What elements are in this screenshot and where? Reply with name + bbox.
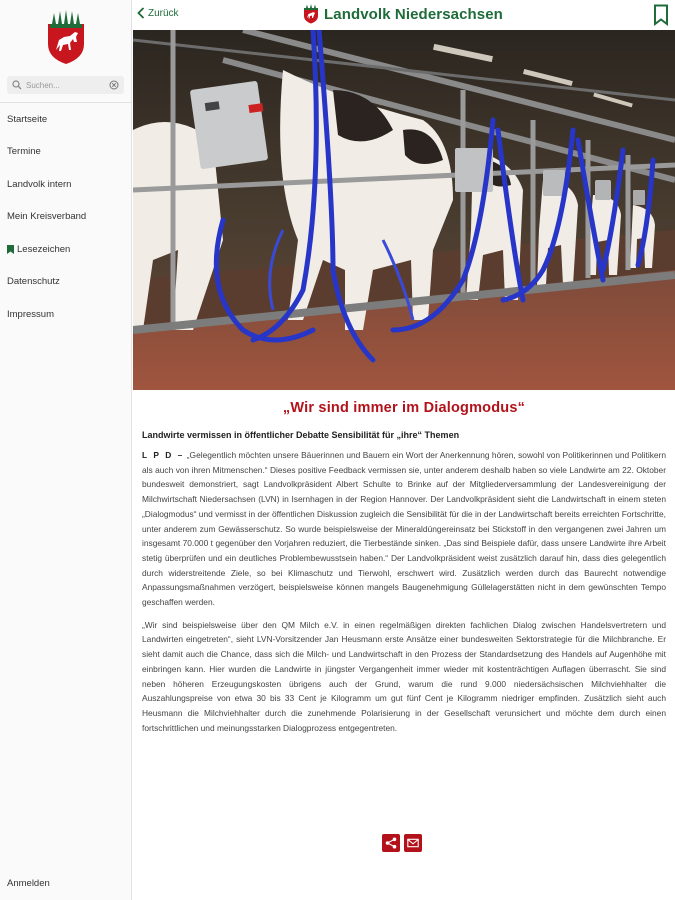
sidebar-item-label: Lesezeichen [17, 243, 71, 255]
clear-circle-icon[interactable] [109, 80, 119, 90]
back-label: Zurück [148, 7, 179, 19]
brand [303, 4, 503, 24]
search-input[interactable] [26, 81, 106, 90]
sidebar-item-label: Startseite [7, 113, 48, 125]
sidebar-item-startseite[interactable] [0, 103, 131, 136]
search-box[interactable] [7, 76, 124, 94]
sidebar-item-termine[interactable] [0, 136, 131, 169]
back-button[interactable] [137, 7, 179, 19]
paragraph-text: „Wir sind beispielsweise über den QM Milch e.V. in einen regelmäßigen direkten fachlichen Dialog zwischen Handelsvertretern und Landwirten eingetreten“, sieht LVN-Vorsitzender Jan Heusmann erste Ansätze einer bundesweiten Sektorstrategie für die Milchbranche. Er sieht damit auch die Chance, dass sich die Milch- und Landwirtschaft in den Prozess der Standardsetzung des Handels auf Augenhöhe mit einbringen kann. Hier wurden die Landwirte in jüngster Vergangenheit immer wieder mit kostenträchtigen Auflagen überrascht. Sie sind neben höheren Erzeugungskosten übrigens auch der Grund, warum die rund 9.000 niedersächsischen Milchviehhalter die Auszahlungspreise von etwa 30 bis 33 Cent je Kilogramm um gut fünf Cent je Kilogramm niedriger empfinden. Zusätzlich sieht auch Heusmann die Milchviehhalter durch die zunehmende Polarisierung in der Gesellschaft verunsichert und möchte dem durch einen fortschrittlichen und meinungsstarken Dialogprozess entgegentreten. [142, 619, 666, 733]
search-icon [12, 80, 22, 90]
sidebar [0, 0, 132, 900]
share-bar [382, 834, 422, 852]
mail-button[interactable] [404, 834, 422, 852]
article-headline: „Wir sind immer im Dialogmodus“ [282, 400, 526, 416]
coat-of-arms-horse-icon [42, 10, 90, 66]
bookmark-icon[interactable] [653, 4, 669, 26]
agency-tag: L P D – [142, 450, 185, 460]
share-button[interactable] [382, 834, 400, 852]
sidebar-item-label: Mein Kreisverband [7, 211, 87, 223]
sidebar-item-label: Termine [7, 146, 41, 158]
sidebar-item-mein-kreisverband[interactable] [0, 201, 131, 234]
mail-icon [407, 837, 419, 849]
paragraph-text: „Gelegentlich möchten unsere Bäuerinnen und Bauern ein Wort der Anerkennung hören, sowohl von Politikerinnen und Politikern als auch von ihren Mitmenschen.“ Dieses positive Feedback vermissen sie, unter anderem deshalb haben so viele Landwirte am 22. Oktober bundesweit demonstriert, sagt Landvolkpräsident Albert Schulte to Brinke auf der Mitgliederversammlung der Landesvereinigung der Milchwirtschaft Niedersachsen (LVN) in Isernhagen in der Region Hannover. Der Landvolkpräsident sieht die Landwirtschaft in einem steten „Dialogmodus“ und vermisst in der öffentlichen Diskussion zugleich die Sensibilität für die in der Landwirtschaft bereits erreichten Fortschritte, unter anderem zum Gewässerschutz. So wurde beispielsweise der Mineraldüngereinsatz bei Stickstoff in den vergangenen zwei Jahren um insgesamt 70.000 t gegenüber den Vorjahren reduziert, die Tierbestände sinken. „Das sind Beispiele dafür, dass unsere Landwirte ihre Arbeit stetig überprüfen und ein deutliches Problembewusstsein haben.“ Der Landvolkpräsident weist zusätzlich darauf hin, dass dies gelegentlich durch widerstreitende Ziele, so bei Klimaschutz und Tierwohl, erschwert wird. Zusätzlich werden durch das Baurecht notwendige Anpassungsmaßnahmen verzögert, beispielsweise können mangels Baugenehmigung Güllelagerstätten nicht in dem gewünschten Tempo geschaffen werden. [142, 450, 667, 608]
article-paragraph [142, 618, 666, 736]
chevron-left-icon [137, 7, 145, 19]
article-hero-image [133, 30, 675, 390]
sidebar-item-datenschutz[interactable] [0, 266, 131, 299]
brand-title: Landvolk Niedersachsen [324, 5, 503, 23]
article-paragraph [142, 448, 666, 610]
top-bar [133, 0, 675, 30]
article [142, 400, 666, 735]
coat-of-arms-horse-icon [303, 4, 319, 24]
sidebar-item-label: Datenschutz [7, 276, 60, 288]
sidebar-item-lesezeichen[interactable] [0, 233, 131, 266]
share-icon [385, 837, 397, 849]
sidebar-item-impressum[interactable] [0, 298, 131, 331]
article-subheadline: Landwirte vermissen in öffentlicher Debatte Sensibilität für „ihre“ Themen [142, 430, 460, 440]
sidebar-item-label: Landvolk intern [7, 178, 72, 190]
bookmark-icon [7, 245, 14, 254]
milking-parlour-photo [133, 30, 675, 390]
sidebar-item-landvolk-intern[interactable] [0, 168, 131, 201]
login-link[interactable]: Anmelden [7, 878, 50, 889]
sidebar-item-label: Impressum [7, 308, 54, 320]
sidebar-nav [0, 102, 131, 331]
